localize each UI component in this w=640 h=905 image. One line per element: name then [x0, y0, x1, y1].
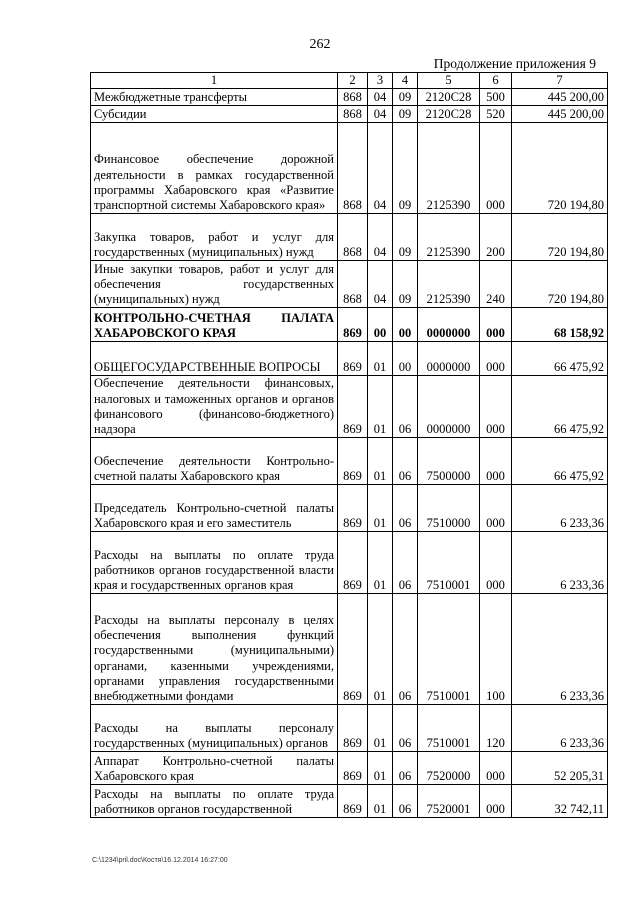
table-row — [91, 485, 608, 532]
expense-type-code: 000 — [480, 485, 512, 532]
target-article-code: 7510001 — [418, 705, 480, 752]
section-code: 00 — [368, 308, 393, 342]
amount: 6 233,36 — [512, 485, 608, 532]
subsection-code: 06 — [393, 705, 418, 752]
section-code: 01 — [368, 532, 393, 594]
ministry-code: 869 — [338, 785, 368, 818]
subsection-code: 06 — [393, 438, 418, 485]
column-header: 1 — [91, 73, 338, 89]
ministry-code: 868 — [338, 89, 368, 106]
target-article-code: 7520000 — [418, 752, 480, 785]
expense-type-code: 100 — [480, 594, 512, 705]
expense-type-code: 520 — [480, 106, 512, 123]
amount: 720 194,80 — [512, 123, 608, 214]
budget-table — [90, 72, 608, 818]
amount: 66 475,92 — [512, 342, 608, 376]
table-row — [91, 752, 608, 785]
subsection-code: 06 — [393, 532, 418, 594]
expense-type-code: 000 — [480, 308, 512, 342]
amount: 66 475,92 — [512, 376, 608, 438]
ministry-code: 869 — [338, 594, 368, 705]
table-row — [91, 214, 608, 261]
row-name: Межбюджетные трансферты — [91, 89, 338, 106]
target-article-code: 0000000 — [418, 308, 480, 342]
amount: 52 205,31 — [512, 752, 608, 785]
row-name: Расходы на выплаты персоналу в целях обеспечения выполнения функций государственными (муниципальными) органами, казенными учреждениями, органами управления государственными внебюджетными фондами — [91, 594, 338, 705]
row-name: Аппарат Контрольно-счетной палаты Хабаровского края — [91, 752, 338, 785]
amount: 6 233,36 — [512, 532, 608, 594]
subsection-code: 09 — [393, 214, 418, 261]
target-article-code: 7500000 — [418, 438, 480, 485]
appendix-continuation-note: Продолжение приложения 9 — [433, 56, 596, 71]
expense-type-code: 000 — [480, 376, 512, 438]
table-header-row — [91, 73, 608, 89]
ministry-code: 869 — [338, 308, 368, 342]
ministry-code: 869 — [338, 438, 368, 485]
section-code: 04 — [368, 89, 393, 106]
subsection-code: 09 — [393, 106, 418, 123]
table-row — [91, 89, 608, 106]
expense-type-code: 000 — [480, 342, 512, 376]
row-name: Субсидии — [91, 106, 338, 123]
row-name: Обеспечение деятельности финансовых, налоговых и таможенных органов и органов финансового (финансово-бюджетного) надзора — [91, 376, 338, 438]
ministry-code: 869 — [338, 705, 368, 752]
ministry-code: 869 — [338, 752, 368, 785]
row-name: Финансовое обеспечение дорожной деятельности в рамках государственной программы Хабаровского края «Развитие транспортной системы Хабаровского края» — [91, 123, 338, 214]
amount: 68 158,92 — [512, 308, 608, 342]
row-name: КОНТРОЛЬНО-СЧЕТНАЯ ПАЛАТА ХАБАРОВСКОГО КРАЯ — [91, 308, 338, 342]
subsection-code: 09 — [393, 123, 418, 214]
subsection-code: 06 — [393, 594, 418, 705]
ministry-code: 869 — [338, 376, 368, 438]
target-article-code: 7520001 — [418, 785, 480, 818]
table-row — [91, 594, 608, 705]
ministry-code: 868 — [338, 106, 368, 123]
section-code: 04 — [368, 214, 393, 261]
table-row — [91, 261, 608, 308]
ministry-code: 869 — [338, 485, 368, 532]
expense-type-code: 000 — [480, 532, 512, 594]
target-article-code: 2120С28 — [418, 106, 480, 123]
row-name: Расходы на выплаты по оплате труда работников органов государственной власти края и государственных органов края — [91, 532, 338, 594]
table-row — [91, 376, 608, 438]
ministry-code: 868 — [338, 123, 368, 214]
subsection-code: 09 — [393, 261, 418, 308]
file-path-footer: C:\1234\pril.doc\Костя\16.12.2014 16:27:00 — [92, 857, 228, 864]
expense-type-code: 240 — [480, 261, 512, 308]
amount: 6 233,36 — [512, 705, 608, 752]
column-header: 2 — [338, 73, 368, 89]
row-name: Председатель Контрольно-счетной палаты Хабаровского края и его заместитель — [91, 485, 338, 532]
section-code: 04 — [368, 261, 393, 308]
amount: 66 475,92 — [512, 438, 608, 485]
amount: 32 742,11 — [512, 785, 608, 818]
section-code: 01 — [368, 438, 393, 485]
expense-type-code: 120 — [480, 705, 512, 752]
section-code: 01 — [368, 752, 393, 785]
amount: 720 194,80 — [512, 261, 608, 308]
row-name: Закупка товаров, работ и услуг для государственных (муниципальных) нужд — [91, 214, 338, 261]
table-row — [91, 342, 608, 376]
section-code: 01 — [368, 485, 393, 532]
subsection-code: 06 — [393, 752, 418, 785]
expense-type-code: 000 — [480, 752, 512, 785]
column-header: 5 — [418, 73, 480, 89]
table-row — [91, 106, 608, 123]
row-name: Расходы на выплаты персоналу государственных (муниципальных) органов — [91, 705, 338, 752]
target-article-code: 2125390 — [418, 261, 480, 308]
ministry-code: 869 — [338, 532, 368, 594]
ministry-code: 868 — [338, 214, 368, 261]
row-name: Обеспечение деятельности Контрольно-счетной палаты Хабаровского края — [91, 438, 338, 485]
expense-type-code: 500 — [480, 89, 512, 106]
section-code: 04 — [368, 106, 393, 123]
target-article-code: 7510001 — [418, 594, 480, 705]
table-row — [91, 308, 608, 342]
column-header: 4 — [393, 73, 418, 89]
subsection-code: 09 — [393, 89, 418, 106]
column-header: 6 — [480, 73, 512, 89]
ministry-code: 868 — [338, 261, 368, 308]
section-code: 01 — [368, 594, 393, 705]
expense-type-code: 200 — [480, 214, 512, 261]
subsection-code: 06 — [393, 485, 418, 532]
table-row — [91, 705, 608, 752]
target-article-code: 7510000 — [418, 485, 480, 532]
subsection-code: 00 — [393, 308, 418, 342]
section-code: 01 — [368, 705, 393, 752]
section-code: 04 — [368, 123, 393, 214]
amount: 720 194,80 — [512, 214, 608, 261]
target-article-code: 2125390 — [418, 123, 480, 214]
row-name: Расходы на выплаты по оплате труда работников органов государственной — [91, 785, 338, 818]
target-article-code: 7510001 — [418, 532, 480, 594]
table-row — [91, 123, 608, 214]
expense-type-code: 000 — [480, 785, 512, 818]
column-header: 7 — [512, 73, 608, 89]
amount: 6 233,36 — [512, 594, 608, 705]
table-row — [91, 532, 608, 594]
row-name: Иные закупки товаров, работ и услуг для обеспечения государственных (муниципальных) нужд — [91, 261, 338, 308]
amount: 445 200,00 — [512, 106, 608, 123]
table-row — [91, 438, 608, 485]
row-name: ОБЩЕГОСУДАРСТВЕННЫЕ ВОПРОСЫ — [91, 342, 338, 376]
expense-type-code: 000 — [480, 438, 512, 485]
section-code: 01 — [368, 342, 393, 376]
page-number: 262 — [309, 37, 331, 52]
section-code: 01 — [368, 376, 393, 438]
subsection-code: 00 — [393, 342, 418, 376]
target-article-code: 0000000 — [418, 376, 480, 438]
column-header: 3 — [368, 73, 393, 89]
target-article-code: 2125390 — [418, 214, 480, 261]
table-row — [91, 785, 608, 818]
subsection-code: 06 — [393, 785, 418, 818]
expense-type-code: 000 — [480, 123, 512, 214]
ministry-code: 869 — [338, 342, 368, 376]
target-article-code: 2120С28 — [418, 89, 480, 106]
section-code: 01 — [368, 785, 393, 818]
subsection-code: 06 — [393, 376, 418, 438]
amount: 445 200,00 — [512, 89, 608, 106]
target-article-code: 0000000 — [418, 342, 480, 376]
